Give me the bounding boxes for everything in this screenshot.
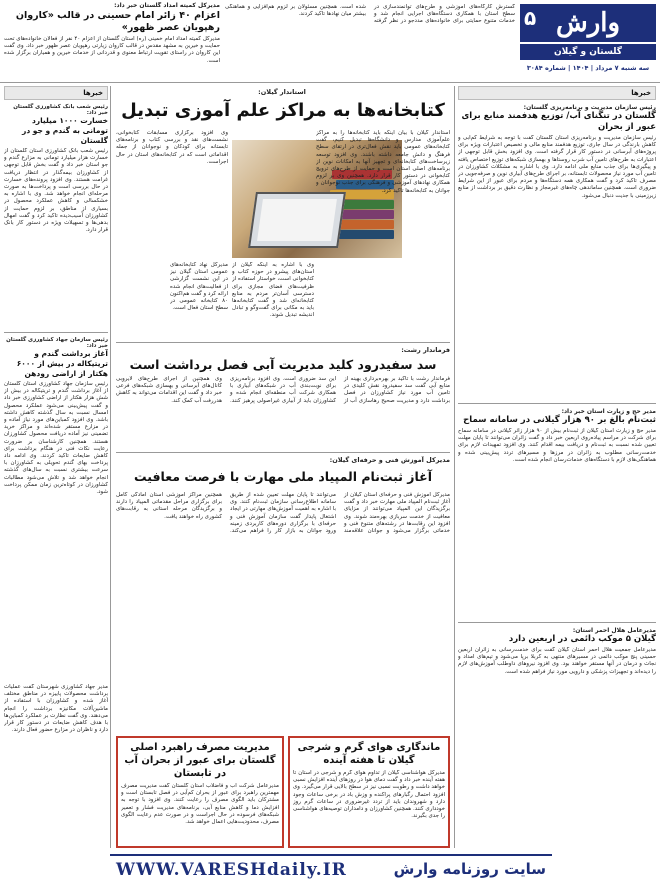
section-label: گلستان و گیلان — [520, 44, 656, 60]
article-kicker: استاندار گیلان: — [258, 88, 306, 96]
article-body: مدیرعامل جمعیت هلال احمر استان گیلان گفت برای خدمت‌رسانی به زائران اربعین حسینی پنج موکب دائمی در مسیرهای منتهی به کربلا برپا می‌شود و تیم‌های امداد و نجات و درمان در آنها مستقر خواهند بود. وی افزود نیروهای داوطلب آموزش‌های لازم را دیده‌اند و تجهیزات پزشکی و دارویی مورد نیاز فراهم شده است. — [458, 647, 656, 675]
article-body: مدیرکل نهاد کتابخانه‌های عمومی استان گیلان نیز در این نشست گزارشی از فعالیت‌های انجام شده ارائه کرد و گفت هم‌اکنون ۸۰ کتابخانه عمومی در سطح استان فعال است. — [170, 262, 228, 312]
boxed-article-water — [116, 736, 284, 848]
website-url[interactable]: WWW.VARESHdaily.IR — [116, 860, 347, 880]
article-body: مدیرکل آموزش فنی و حرفه‌ای استان گیلان از آغاز ثبت‌نام المپیاد ملی مهارت خبر داد و گفت برگزیدگان این المپیاد می‌توانند از مزایای معافیت از خدمت سربازی بهره‌مند شوند. وی افزود این رقابت‌ها در رشته‌های متنوع فنی و خدماتی برگزار می‌شود و جوانان علاقه‌مند می‌توانند تا پایان مهلت تعیین شده از طریق سامانه اطلاع‌رسانی سازمان ثبت‌نام کنند. وی با اشاره به اهمیت آموزش‌های مهارتی در ایجاد اشتغال پایدار گفت سازمان آموزش فنی و حرفه‌ای با برگزاری دوره‌های کاربردی زمینه ورود جوانان به بازار کار را فراهم می‌کند. همچنین مراکز آموزشی استان آمادگی کامل برای برگزاری مراحل مقدماتی المپیاد را دارند و برگزیدگان مرحله استانی به رقابت‌های کشوری راه خواهند یافت. — [116, 492, 450, 535]
article-kicker: مدیرعامل هلال احمر استان: — [572, 627, 656, 634]
article-kicker: فرماندار رشت: — [401, 346, 450, 354]
article-kicker: رئیس سازمان جهاد کشاورزی گلستان خبر داد: — [6, 337, 108, 349]
article-kicker: مدیر حج و زیارت استان خبر داد: — [561, 408, 656, 415]
article-body: مدیر جهاد کشاورزی شهرستان گفت عملیات برداشت محصولات پاییزه در مناطق مختلف آغاز شده و کشاورزان با استفاده از ماشین‌آلات مکانیزه برداشت را انجام می‌دهند. وی گفت نظارت بر عملکرد کمباین‌ها با هدف کاهش ضایعات در دستور کار قرار دارد و ناظران در مزارع حضور فعال دارند. — [4, 684, 108, 734]
article-headline: گلستان در تنگنای آب/ توزیع هدفمند منابع برای عبور از بحران — [461, 111, 656, 132]
article-kicker: مدیرکل آموزش فنی و حرفه‌ای گیلان: — [329, 456, 450, 464]
news-badge: خبرها — [4, 86, 108, 100]
article-body: استاندار گیلان با بیان اینکه باید کتابخانه‌ها را به مراکز علم‌آموزی مدارس و دانشگاه‌ها تبدیل کنیم، گفت کتابخانه‌های عمومی باید نقش فعال‌تری در ارتقای سطح فرهنگ و دانش جامعه داشته باشند. وی افزود توسعه زیرساخت‌های کتابخانه‌ای و تجهیز آنها به امکانات نوین از برنامه‌های اصلی استان است و حمایت از طرح‌های ترویج کتابخوانی در دستور کار قرار دارد. همچنین وی بر لزوم همکاری نهادهای آموزشی و فرهنگی برای جذب نوجوانان و جوانان به کتابخانه‌ها تاکید کرد. — [316, 130, 450, 194]
article-body: مدیرکل کمیته امداد امام خمینی (ره) استان گلستان از اعزام ۴۰ نفر از فعالان خانواده‌های تحت حمایت و خیرین به مشهد مقدس در قالب کاروان زیارتی رهپویان عصر ظهور خبر داد. وی گفت این کاروان در راستای تقویت ارتباط معنوی و قدردانی از خدمات خیرین و همیاران برگزار شده است. — [4, 36, 220, 64]
article-body: مدیرکل هواشناسی گیلان از تداوم هوای گرم و شرجی در استان تا هفته آینده خبر داد و گفت دمای هوا در روزهای آینده افزایش نسبی خواهد داشت و رطوبت نسبی نیز در سطح بالایی قرار می‌گیرد. وی افزود احتمال رگبارهای پراکنده و وزش باد در برخی ساعات وجود دارد و شهروندان باید از تردد غیرضروری در ساعات گرم روز خودداری کنند. همچنین کشاورزان و دامداران توصیه‌های هواشناسی را جدی بگیرند. — [293, 770, 445, 820]
article-headline: ثبت‌نام بالغ بر ۹۰ هزار گیلانی در سامانه سماح — [463, 415, 656, 425]
divider — [458, 622, 656, 623]
article-kicker: رئیس شعب بانک کشاورزی گلستان خبر داد: — [13, 104, 108, 116]
article-body: وی با اشاره به اینکه گیلان از استان‌های پیشرو در حوزه کتاب و کتابخوانی است، خواستار استفاده از ظرفیت‌های فضای مجازی برای دسترسی آسان‌تر مردم به منابع کتابخانه‌ای شد و گفت کتابخانه‌ها باید به مکانی برای گفت‌وگو و تبادل اندیشه تبدیل شوند. — [232, 262, 314, 319]
left-news-column — [4, 86, 108, 848]
article-headline: مدیریت مصرف راهبرد اصلی گلستان برای عبور از بحران آب در تابستان — [124, 742, 276, 779]
divider — [4, 332, 108, 333]
divider — [0, 82, 660, 83]
newspaper-logo: وارش — [520, 4, 656, 42]
top-center-blurb: گسترش کارگاه‌های آموزشی و طرح‌های توانمندسازی در سطح استان با همکاری دستگاه‌های اجرایی انجام شد و خدمات متنوع حمایتی برای خانواده‌های مددجو در نظر گرفته شده است. همچنین مسئولان بر لزوم هم‌افزایی و هماهنگی بیشتر میان نهادها تاکید کردند. — [225, 4, 515, 25]
section-headline: آغاز ثبت‌نام المپیاد ملی مهارت با فرصت معافیت — [133, 469, 433, 484]
news-badge: خبرها — [458, 86, 656, 100]
section-headline: سد سفیدرود کلید مدیریت آبی فصل برداشت است — [129, 357, 437, 372]
masthead — [520, 4, 656, 80]
article-body: رئیس سازمان مدیریت و برنامه‌ریزی استان گلستان گفت با توجه به شرایط کم‌آبی و کاهش بارندگی در سال جاری، توزیع هدفمند منابع مالی و تخصیص اعتبارات ویژه برای پروژه‌های آبرسانی در دستور کار قرار گرفته است. وی افزود بخش قابل توجهی از اعتبارات به طرح‌های تامین آب شرب روستاها و بهسازی شبکه‌های توزیع اختصاص یافته و پیگیری‌ها برای جذب منابع ملی ادامه دارد. وی با اشاره به مشکلات کشاورزان در تامین آب مورد نیاز محصولات تابستانه، بر اجرای طرح‌های آبیاری نوین و صرفه‌جویی در مصرف تاکید کرد و گفت همکاری همه دستگاه‌ها و مردم برای عبور از این شرایط ضروری است. همچنین ساماندهی چاه‌های غیرمجاز و نظارت دقیق بر برداشت از منابع زیرزمینی با جدیت دنبال می‌شود. — [458, 135, 656, 199]
article-kicker: رئیس سازمان مدیریت و برنامه‌ریزی گلستان: — [523, 104, 656, 111]
right-news-column — [458, 86, 656, 848]
article-headline: ماندگاری هوای گرم و شرجی گیلان تا هفته آینده — [297, 742, 441, 766]
article-body: مدیر حج و زیارت استان گیلان از ثبت‌نام بیش از ۹۰ هزار زائر گیلانی در سامانه سماح برای شرکت در مراسم پیاده‌روی اربعین خبر داد و گفت زائران می‌توانند تا پایان مهلت تعیین شده نسبت به ثبت‌نام و دریافت بیمه اقدام کنند. وی افزود تمهیدات لازم برای خدمت‌رسانی مطلوب به زائران در مرزها و مسیرهای تردد پیش‌بینی شده و هماهنگی‌های لازم با دستگاه‌های خدمات‌رسان انجام شده است. — [458, 428, 656, 463]
article-headline: اعزام ۴۰ زائر امام حسینی در قالب «کاروان رهپویان عصر ظهور» — [15, 10, 220, 33]
article-body: فرماندار رشت با تاکید بر بهره‌برداری بهینه از منابع آبی گفت سد سفیدرود نقش کلیدی در تامین آب مورد نیاز کشاورزان در فصل برداشت دارد و مدیریت صحیح رهاسازی آب از این سد ضروری است. وی افزود برنامه‌ریزی برای نوبت‌بندی آب در شبکه‌های آبیاری با همکاری شرکت آب منطقه‌ای انجام شده و کشاورزان باید از آبیاری غیراصولی پرهیز کنند. وی همچنین از اجرای طرح‌های لایروبی کانال‌های آبرسانی و بهسازی شبکه‌های فرعی خبر داد و گفت این اقدامات می‌تواند به کاهش هدررفت آب کمک کند. — [116, 376, 450, 404]
article-kicker: مدیرکل کمیته امداد گلستان خبر داد: — [114, 2, 220, 9]
column-rule — [110, 86, 111, 848]
divider — [458, 403, 656, 404]
article-body: رئیس سازمان جهاد کشاورزی استان گلستان از آغاز برداشت گندم و تریتیکاله در بیش از شش هزار هکتار از اراضی کشاورزی خبر داد و گفت پیش‌بینی می‌شود عملکرد محصول امسال نسبت به سال گذشته کاهش داشته باشد. وی افزود کمباین‌های مورد نیاز آماده و در مزارع مستقر شده‌اند و مراکز خرید تضمینی نیز آماده دریافت محصول کشاورزان هستند. همچنین کارشناسان بر ضرورت رعایت نکات فنی در هنگام برداشت برای کاهش ضایعات تاکید کردند. وی ادامه داد پرداخت بهای گندم تحویلی به کشاورزان با سرعت بیشتری نسبت به سال‌های گذشته انجام خواهد شد و تلاش می‌شود مطالبات کشاورزان در کوتاه‌ترین زمان ممکن پرداخت شود. — [4, 381, 108, 496]
article-headline: خسارت ۱۰۰۰ میلیارد تومانی به گندم و جو در گلستان — [22, 116, 108, 145]
website-label: سایت روزنامه وارش — [393, 860, 546, 878]
divider — [116, 342, 450, 343]
issue-line: سه شنبه ۷ مرداد | ۱۴۰۴ | شماره ۳۰۸۴ — [526, 64, 650, 72]
top-right-article — [4, 2, 220, 78]
article-body: رئیس شعب بانک کشاورزی استان گلستان از خسارت هزار میلیارد تومانی به مزارع گندم و جو استان خبر داد و گفت بخش قابل توجهی از کشاورزان بیمه‌گذار در انتظار دریافت غرامت هستند. وی افزود پرونده‌های خسارت در حال بررسی است و پرداخت‌ها به صورت مرحله‌ای انجام خواهد شد. وی با اشاره به خشکسالی و کاهش عملکرد محصول در بسیاری از مناطق، بر لزوم حمایت از کشاورزان آسیب‌دیده تاکید کرد و گفت امهال بدهی‌ها و تسهیلات ویژه در دستور کار بانک قرار دارد. — [4, 148, 108, 234]
article-body: وی افزود برگزاری مسابقات کتابخوانی، نشست‌های نقد و بررسی کتاب و برنامه‌های تابستانه برای کودکان و نوجوانان از جمله اقداماتی است که در کتابخانه‌های استان در حال اجراست. — [116, 130, 228, 165]
boxed-article-weather — [288, 736, 450, 848]
footer-banner — [110, 854, 552, 884]
article-body: مدیرعامل شرکت آب و فاضلاب استان گلستان گفت مدیریت مصرف مهمترین راهبرد برای عبور از بحران کم‌آبی در فصل تابستان است و مشترکان باید الگوی مصرف را رعایت کنند. وی افزود با توجه به افزایش دما و کاهش منابع آبی، برنامه‌های مدیریت فشار و تعمیر شبکه‌های فرسوده در حال اجراست و در صورت عدم رعایت الگوی مصرف، محدودیت‌هایی اعمال خواهد شد. — [121, 783, 279, 826]
article-headline: آغاز برداشت گندم و تریتیکاله در بیش از ۶۰۰۰ هکتار از اراضی رودهن — [16, 349, 108, 378]
lead-headline: کتابخانه‌ها به مراکز علم آموزی تبدیل — [121, 100, 445, 121]
page-number: ۵ — [524, 6, 537, 30]
divider — [116, 452, 450, 453]
column-rule — [454, 86, 455, 848]
article-headline: گیلان ۵ موکب دائمی در اربعین دارد — [508, 634, 656, 644]
